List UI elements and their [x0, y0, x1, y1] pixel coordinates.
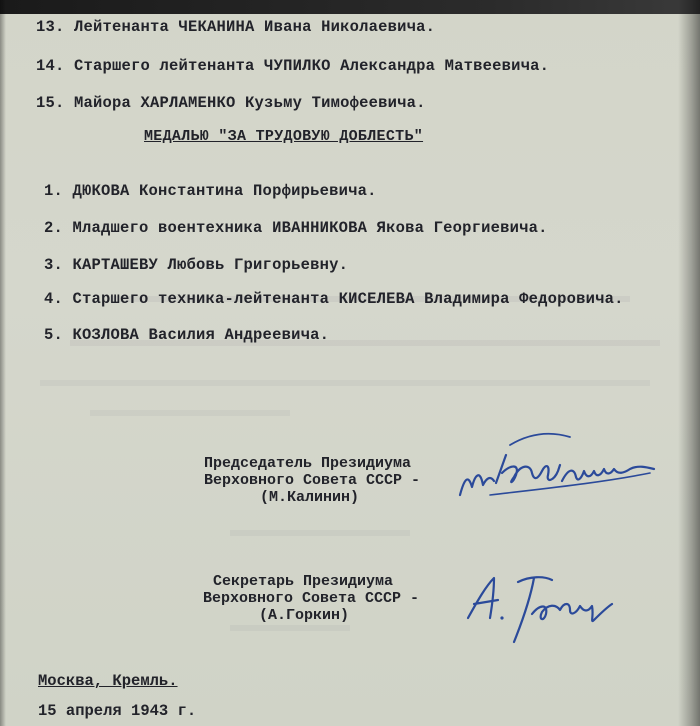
item-number: 4.: [44, 290, 64, 308]
list-item: [36, 94, 426, 112]
list-item: [44, 256, 348, 274]
gorkin-signature: [460, 560, 620, 655]
item-number: 3.: [44, 256, 64, 274]
left-shadow-edge: [0, 0, 6, 726]
item-text: Младшего воентехника ИВАННИКОВА Якова Георгиевича.: [72, 219, 548, 237]
item-number: 5.: [44, 326, 64, 344]
bleed-through-texture: [90, 410, 290, 416]
chairman-title: Председатель Президиума: [204, 455, 412, 472]
chairman-block: [204, 455, 420, 506]
list-item: [36, 57, 549, 75]
item-number: 2.: [44, 219, 64, 237]
item-number: 1.: [44, 182, 64, 200]
secretary-body: Верховного Совета СССР -: [203, 590, 420, 607]
secretary-title: Секретарь Президиума: [213, 573, 394, 590]
item-text: Старшего техника-лейтенанта КИСЕЛЕВА Владимира Федоровича.: [72, 290, 624, 308]
list-item: [44, 219, 548, 237]
medal-heading: МЕДАЛЬЮ "ЗА ТРУДОВУЮ ДОБЛЕСТЬ": [144, 128, 424, 145]
item-text: Старшего лейтенанта ЧУПИЛКО Александра Матвеевича.: [74, 57, 550, 75]
item-text: ДЮКОВА Константина Порфирьевича.: [72, 182, 377, 200]
list-item: [44, 290, 624, 308]
date-line: 15 апреля 1943 г.: [38, 702, 197, 720]
item-text: Лейтенанта ЧЕКАНИНА Ивана Николаевича.: [74, 18, 436, 36]
bleed-through-texture: [230, 530, 410, 536]
item-number: 14.: [36, 57, 65, 75]
list-item: [44, 326, 329, 344]
kalinin-signature: [450, 425, 665, 505]
item-text: КОЗЛОВА Василия Андреевича.: [72, 326, 330, 344]
place-line: Москва, Кремль.: [38, 672, 178, 690]
item-text: Майора ХАРЛАМЕНКО Кузьму Тимофеевича.: [74, 94, 426, 112]
secretary-block: [203, 573, 420, 624]
list-item: [36, 18, 435, 36]
chairman-body: Верховного Совета СССР -: [204, 472, 421, 489]
bleed-through-texture: [40, 380, 650, 386]
item-number: 15.: [36, 94, 65, 112]
right-shadow-edge: [678, 0, 700, 726]
bleed-through-texture: [230, 625, 350, 631]
list-item: [44, 182, 377, 200]
chairman-name: (М.Калинин): [260, 489, 360, 506]
top-dark-edge: [0, 0, 700, 14]
secretary-name: (А.Горкин): [259, 607, 350, 624]
item-text: КАРТАШЕВУ Любовь Григорьевну.: [72, 256, 349, 274]
item-number: 13.: [36, 18, 65, 36]
